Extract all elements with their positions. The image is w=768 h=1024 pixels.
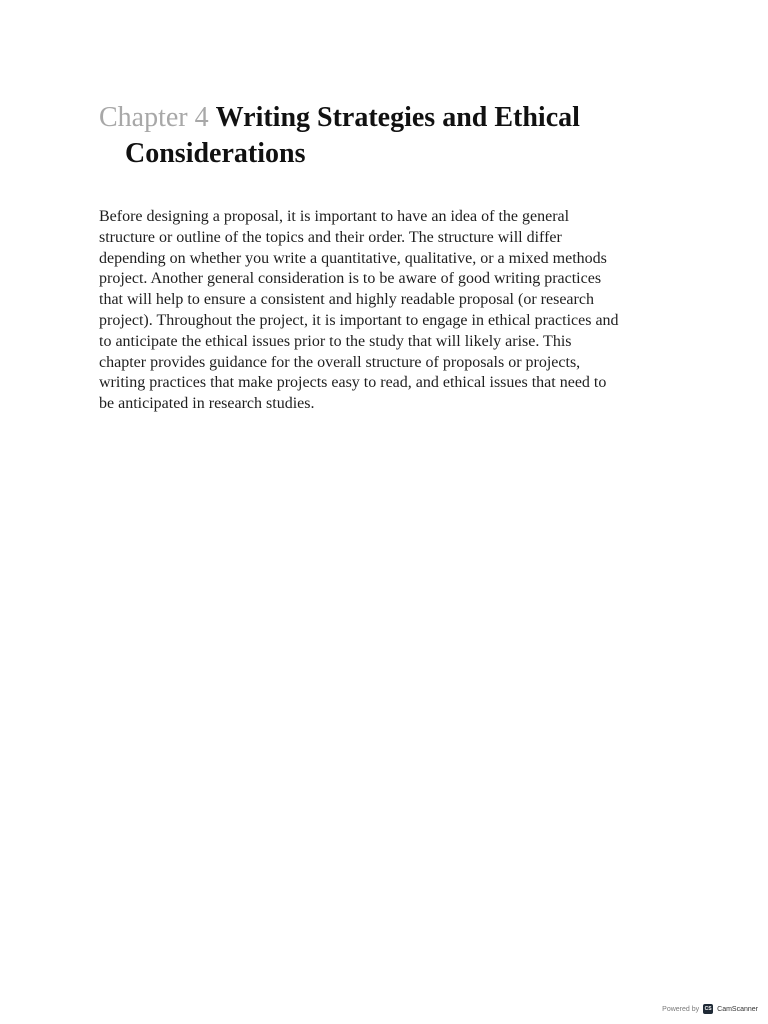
paragraph-line: depending on whether you write a quantitative, qualitative, or a mixed methods xyxy=(99,249,607,267)
chapter-title-line2: Considerations xyxy=(125,138,306,169)
paragraph-line: be anticipated in research studies. xyxy=(99,395,315,413)
chapter-label: Chapter 4 xyxy=(99,102,209,133)
paragraph-line: writing practices that make projects easy to read, and ethical issues that need to xyxy=(99,374,607,392)
paragraph-line: Before designing a proposal, it is important to have an idea of the general xyxy=(99,208,570,225)
paragraph-line: structure or outline of the topics and their order. The structure will differ xyxy=(99,228,562,246)
paragraph-line: that will help to ensure a consistent and highly readable proposal (or research xyxy=(99,291,594,309)
chapter-title-line1: Writing Strategies and Ethical xyxy=(215,102,580,133)
paragraph-line: project. Another general consideration is to be aware of good writing practices xyxy=(99,270,602,288)
powered-by-label: Powered by xyxy=(662,1005,700,1013)
paragraph-line: project). Throughout the project, it is important to engage in ethical practices and xyxy=(99,311,619,329)
paragraph-line: chapter provides guidance for the overall structure of proposals or projects, xyxy=(99,353,581,371)
chapter-heading xyxy=(99,100,679,172)
camscanner-name: CamScanner xyxy=(717,1005,758,1013)
intro-paragraph xyxy=(99,207,684,415)
camscanner-icon: CS xyxy=(704,1006,712,1012)
paragraph-line: to anticipate the ethical issues prior to the study that will likely arise. This xyxy=(99,332,572,350)
camscanner-watermark xyxy=(662,1002,758,1016)
